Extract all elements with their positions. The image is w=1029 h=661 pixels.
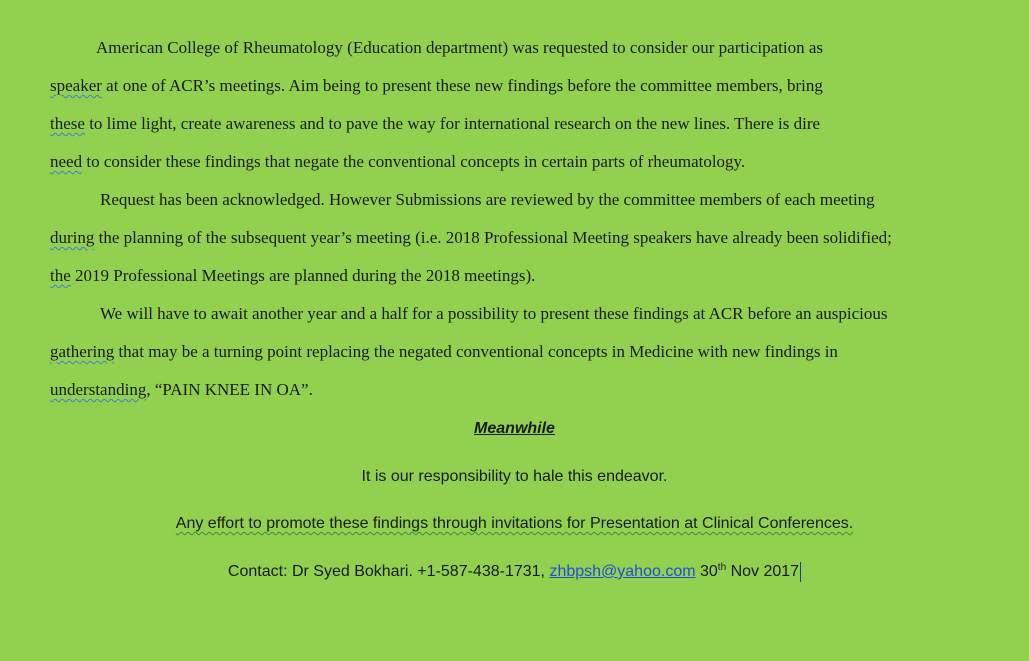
grammar-flagged-word: the [50,266,71,285]
contact-prefix: Contact: Dr Syed Bokhari. +1-587-438-1731, [227,563,550,581]
effort-text: Any effort to promote these findings through invitations for Presentation at Clinical Conferences. [175,515,854,532]
contact-line [0,562,1029,582]
paragraph-1-line-3 [50,114,820,134]
contact-day: 30 [695,563,718,581]
responsibility-text: It is our responsibility to hale this endeavor. [361,468,668,485]
meanwhile-heading: Meanwhile [474,420,555,437]
effort-line [0,514,1029,534]
text-cursor [800,562,801,582]
paragraph-1-line-1 [96,38,823,58]
text-run: to consider these findings that negate the conventional concepts in certain parts of rheumatology. [82,152,746,171]
text-run: American College of Rheumatology (Education department) was requested to consider our participation as [96,38,823,57]
contact-month-year: Nov 2017 [726,563,800,581]
paragraph-2-line-1 [100,190,875,210]
paragraph-1-line-2 [50,76,823,96]
text-run: that may be a turning point replacing the negated conventional concepts in Medicine with new findings in [114,342,838,361]
grammar-flagged-word: during [50,228,95,247]
text-run: We will have to await another year and a half for a possibility to present these findings at ACR before an auspicious [100,304,888,323]
text-run: the planning of the subsequent year’s meeting (i.e. 2018 Professional Meeting speakers have already been solidified; [94,228,892,247]
paragraph-1-line-4 [50,152,745,172]
text-run: , “PAIN KNEE IN OA”. [146,380,313,399]
paragraph-2-line-2 [50,228,892,248]
grammar-flagged-word: understanding [50,380,147,399]
meanwhile-heading-line [0,419,1029,439]
grammar-flagged-word: need [50,152,83,171]
paragraph-2-line-3 [50,266,535,286]
grammar-flagged-word: speaker [50,76,102,95]
paragraph-3-line-3 [50,380,313,400]
grammar-flagged-word: gathering [50,342,115,361]
text-run: to lime light, create awareness and to pave the way for international research on the new lines. There is dire [84,114,821,133]
paragraph-3-line-1 [100,304,888,324]
grammar-flagged-word: these [50,114,85,133]
paragraph-3-line-2 [50,342,838,362]
day-suffix: th [717,561,727,573]
text-run: at one of ACR’s meetings. Aim being to present these new findings before the committee members, bring [101,76,823,95]
text-run: Request has been acknowledged. However Submissions are reviewed by the committee members of each meeting [100,190,875,209]
email-link[interactable]: zhbpsh@yahoo.com [549,563,696,581]
text-run: 2019 Professional Meetings are planned during the 2018 meetings). [70,266,536,285]
responsibility-line [0,467,1029,487]
